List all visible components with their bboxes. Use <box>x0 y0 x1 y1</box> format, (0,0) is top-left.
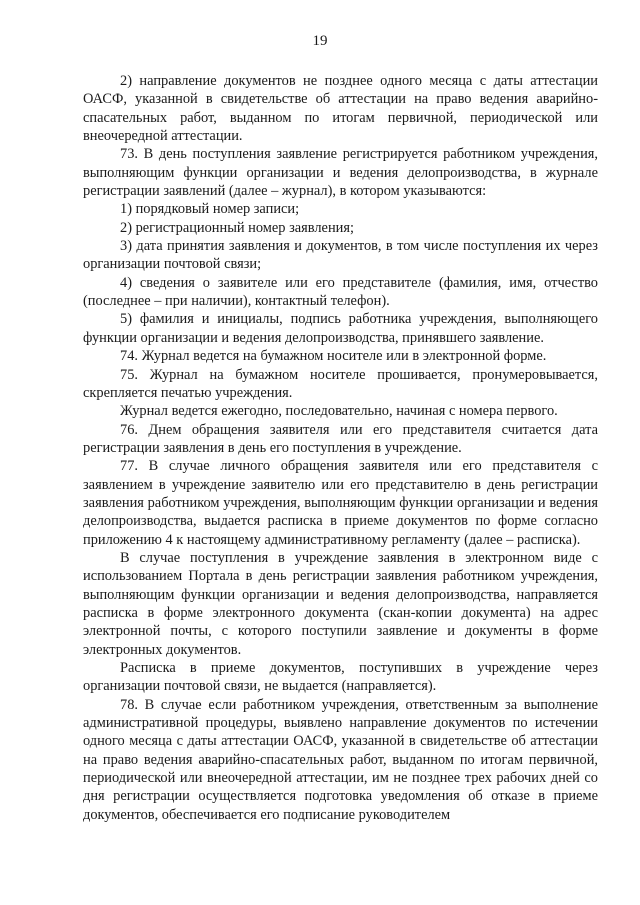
list-item-3: 3) дата принятия заявления и документов, в том числе поступления их через организации почтовой связи; <box>83 238 598 273</box>
paragraph-73: 73. В день поступления заявление регистрируется работником учреждения, выполняющим функции организации и ведения делопроизводства, в журнале регистрации заявлений (далее – журнал), в котором указываются: <box>83 146 598 200</box>
paragraph-77: 77. В случае личного обращения заявителя или его представителя с заявлением в учреждение заявителю или его представителю в день регистрации заявления работником учреждения, выполняющим функции организации и ведения делопроизводства, выдается расписка в приеме документов по форме согласно приложению 4 к настоящему административному регламенту (далее – расписка). <box>83 458 598 548</box>
paragraph-75: 75. Журнал на бумажном носителе прошивается, пронумеровывается, скрепляется печатью учреждения. <box>83 366 598 401</box>
list-item-5: 5) фамилия и инициалы, подпись работника учреждения, выполняющего функции организации и ведения делопроизводства, принявшего заявление. <box>83 311 598 346</box>
paragraph-77-postal: Расписка в приеме документов, поступивших в учреждение через организации почтовой связи, не выдается (направляется). <box>83 660 598 695</box>
paragraph-item-2: 2) направление документов не позднее одного месяца с даты аттестации ОАСФ, указанной в свидетельстве об аттестации на право ведения аварийно-спасательных работ, выданном по итогам первичной, периодической или внеочередной аттестации. <box>83 73 598 145</box>
list-item-4: 4) сведения о заявителе или его представителе (фамилия, имя, отчество (последнее – при наличии), контактный телефон). <box>83 274 598 310</box>
paragraph-76: 76. Днем обращения заявителя или его представителя считается дата регистрации заявления в день его поступления в учреждение. <box>83 421 598 456</box>
list-item-2: 2) регистрационный номер заявления; <box>120 219 354 236</box>
paragraph-77-electronic: В случае поступления в учреждение заявления в электронном виде с использованием Портала в день регистрации заявления работником учреждения, выполняющим функции организации и ведения делопроизводства, направляется расписка в форме электронного документа (скан-копии документа) на адрес электронной почты, с которого поступили заявление и документы в форме электронных документов. <box>83 549 598 658</box>
page-number: 19 <box>312 33 328 49</box>
document-body <box>83 72 598 824</box>
paragraph-74: 74. Журнал ведется на бумажном носителе или в электронной форме. <box>120 348 547 365</box>
paragraph-75-continued: Журнал ведется ежегодно, последовательно, начиная с номера первого. <box>120 403 558 420</box>
paragraph-78: 78. В случае если работником учреждения, ответственным за выполнение административной процедуры, выявлено направление документов по истечении одного месяца с даты аттестации ОАСФ, указанной в свидетельстве об аттестации на право ведения аварийно-спасательных работ, выданном по итогам первичной, периодической или внеочередной аттестации, им не позднее трех рабочих дней со дня регистрации осуществляется подготовка уведомления об отказе в приеме документов, обеспечивается его подписание руководителем <box>83 696 598 823</box>
list-item-1: 1) порядковый номер записи; <box>120 201 300 218</box>
